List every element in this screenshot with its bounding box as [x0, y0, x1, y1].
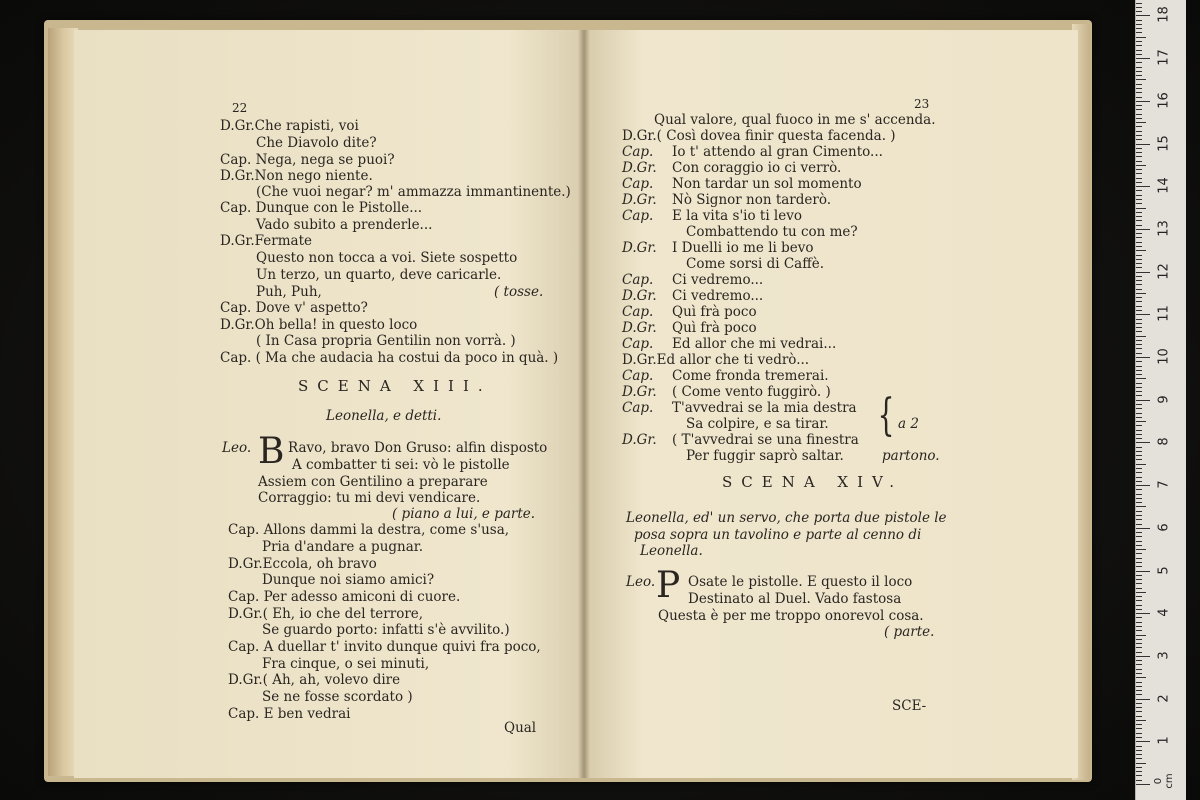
ruler-tick — [1136, 161, 1142, 162]
ruler-tick — [1136, 506, 1146, 507]
ruler-tick — [1136, 237, 1142, 238]
ruler-tick — [1136, 673, 1142, 674]
text-line: D.Gr.Che rapisti, voi — [220, 118, 359, 134]
ruler-tick — [1136, 242, 1142, 243]
text-line: D.Gr.Oh bella! in questo loco — [220, 317, 418, 333]
ruler-tick — [1136, 173, 1142, 174]
brace: { — [877, 390, 895, 441]
ruler-tick — [1136, 348, 1142, 349]
speaker-label: D.Gr. — [622, 384, 657, 400]
ruler-tick — [1136, 84, 1142, 85]
ruler-tick — [1136, 784, 1150, 785]
ruler-tick — [1136, 652, 1142, 653]
ruler-tick — [1136, 203, 1142, 204]
speaker-label: D.Gr. — [622, 432, 657, 448]
ruler-tick — [1136, 489, 1142, 490]
text-line: Cap. Dunque con le Pistolle... — [220, 200, 423, 216]
speaker-label: Cap. — [622, 144, 654, 160]
ruler-tick — [1136, 272, 1150, 273]
ruler-tick — [1136, 758, 1142, 759]
speaker-label: Leo. — [626, 574, 656, 590]
ruler-tick — [1136, 323, 1142, 324]
ruler-tick — [1136, 477, 1142, 478]
scene-heading: SCENA XIV. — [722, 473, 904, 491]
ruler-tick — [1136, 280, 1142, 281]
ruler-tick — [1136, 558, 1142, 559]
ruler-tick — [1136, 754, 1142, 755]
ruler-tick — [1136, 519, 1142, 520]
ruler-tick — [1136, 408, 1142, 409]
ruler-tick — [1136, 340, 1142, 341]
text-line: Ed allor che mi vedrai... — [672, 336, 837, 352]
ruler-tick — [1136, 630, 1142, 631]
ruler-tick — [1136, 353, 1142, 354]
text-line: T'avvedrai se la mia destra — [672, 400, 857, 416]
ruler-tick — [1136, 746, 1142, 747]
ruler-tick — [1136, 152, 1142, 153]
ruler-tick — [1136, 447, 1142, 448]
text-line: (Che vuoi negar? m' ammazza immantinente.) — [256, 184, 571, 200]
ruler-tick — [1136, 737, 1142, 738]
ruler-tick — [1136, 532, 1142, 533]
ruler-number: 4 — [1156, 608, 1172, 617]
text-line: D.Gr.Fermate — [220, 233, 313, 249]
ruler-tick — [1136, 511, 1142, 512]
text-line: Per fuggir saprò saltar. — [686, 448, 844, 464]
speaker-label: Leo. — [222, 440, 252, 456]
ruler-tick — [1136, 622, 1142, 623]
text-line: Ci vedremo... — [672, 272, 764, 288]
ruler-tick — [1136, 92, 1142, 93]
text-line: D.Gr.Non nego niente. — [220, 168, 373, 184]
scene-heading: SCENA XIII. — [298, 377, 492, 395]
ruler-tick — [1136, 336, 1146, 337]
ruler-tick — [1136, 605, 1142, 606]
text-line: Nò Signor non tarderò. — [672, 192, 832, 208]
ruler-tick — [1136, 212, 1142, 213]
ruler-tick — [1136, 118, 1142, 119]
ruler-tick — [1136, 344, 1142, 345]
ruler-tick — [1136, 263, 1142, 264]
ruler-tick — [1136, 664, 1142, 665]
ruler-tick — [1136, 451, 1142, 452]
ruler-tick — [1136, 383, 1142, 384]
ruler-tick — [1136, 182, 1142, 183]
ruler-tick — [1136, 579, 1142, 580]
speaker-label: Cap. — [622, 336, 654, 352]
ruler-tick — [1136, 229, 1150, 230]
ruler-tick — [1136, 459, 1142, 460]
ruler-tick — [1136, 126, 1142, 127]
ruler-number: 2 — [1156, 693, 1172, 703]
ruler-tick — [1136, 515, 1142, 516]
ruler-tick — [1136, 763, 1146, 764]
ruler-tick — [1136, 45, 1142, 46]
ruler-tick — [1136, 536, 1142, 537]
ruler-tick — [1136, 771, 1142, 772]
ruler-number: 15 — [1156, 134, 1172, 152]
ruler-tick — [1136, 79, 1146, 80]
ruler-tick — [1136, 370, 1142, 371]
ruler-tick — [1136, 434, 1142, 435]
text-line: D.Gr.( Eh, io che del terrore, — [228, 606, 424, 622]
speaker-label: D.Gr. — [622, 160, 657, 176]
speaker-label: Cap. — [622, 304, 654, 320]
ruler-tick — [1136, 156, 1142, 157]
ruler-tick — [1136, 524, 1142, 525]
ruler-number: 8 — [1156, 437, 1172, 447]
ruler-tick — [1136, 220, 1142, 221]
text-line: Ci vedremo... — [672, 288, 764, 304]
ruler-tick — [1136, 541, 1142, 542]
ruler-tick — [1136, 208, 1146, 209]
ruler-tick — [1136, 297, 1142, 298]
ruler-tick — [1136, 647, 1142, 648]
ruler-tick — [1136, 498, 1142, 499]
text-line: Cap. E ben vedrai — [228, 706, 351, 722]
ruler-tick — [1136, 374, 1142, 375]
text-line: Come sorsi di Caffè. — [686, 256, 825, 272]
ruler-number: 12 — [1156, 262, 1172, 280]
ruler-tick — [1136, 588, 1142, 589]
ruler-tick — [1136, 301, 1142, 302]
drop-cap: P — [656, 565, 681, 606]
text-line: Quì frà poco — [672, 304, 757, 320]
page-number: 22 — [232, 101, 248, 115]
ruler-tick — [1136, 7, 1142, 8]
ruler-tick — [1136, 62, 1142, 63]
ruler-tick — [1136, 528, 1150, 529]
ruler-tick — [1136, 660, 1142, 661]
ruler-tick — [1136, 259, 1142, 260]
ruler-tick — [1136, 165, 1146, 166]
text-line: Come fronda tremerai. — [672, 368, 829, 384]
ruler-tick — [1136, 438, 1142, 439]
ruler-tick — [1136, 472, 1142, 473]
ruler-tick — [1136, 690, 1142, 691]
speaker-label: Cap. — [622, 208, 654, 224]
ruler-tick — [1136, 694, 1142, 695]
ruler-tick — [1136, 780, 1142, 781]
text-line: Destinato al Duel. Vado fastosa — [688, 591, 902, 607]
ruler-tick — [1136, 571, 1150, 572]
ruler-tick — [1136, 114, 1142, 115]
text-line: Che Diavolo dite? — [256, 135, 377, 151]
ruler-tick — [1136, 553, 1142, 554]
ruler-tick — [1136, 216, 1142, 217]
ruler-tick — [1136, 485, 1150, 486]
scene-description: Leonella, ed' un servo, che porta due pistole le — [626, 510, 947, 526]
text-line: Ravo, bravo Don Gruso: alfin disposto — [288, 440, 548, 456]
ruler-tick — [1136, 430, 1142, 431]
stage-direction: ( piano a lui, e parte. — [392, 506, 536, 522]
ruler-tick — [1136, 741, 1150, 742]
speaker-label: Cap. — [622, 272, 654, 288]
catchword: Qual — [504, 720, 537, 736]
ruler-tick — [1136, 562, 1142, 563]
ruler-tick — [1136, 225, 1142, 226]
ruler-tick — [1136, 468, 1142, 469]
speaker-label: Cap. — [622, 400, 654, 416]
text-line: Corraggio: tu mi devi vendicare. — [258, 490, 481, 506]
catchword: SCE- — [892, 698, 927, 714]
text-line: Cap. A duellar t' invito dunque quivi fra poco, — [228, 639, 541, 655]
ruler-tick — [1136, 255, 1142, 256]
ruler-tick — [1136, 720, 1146, 721]
ruler-number: 5 — [1156, 565, 1172, 575]
text-line: Dunque noi siamo amici? — [262, 572, 435, 588]
text-line: Fra cinque, o sei minuti, — [262, 656, 430, 672]
ruler-unit-label: 0 cm — [1153, 773, 1175, 789]
speaker-label: Cap. — [622, 368, 654, 384]
ruler-tick — [1136, 686, 1142, 687]
ruler-tick — [1136, 71, 1142, 72]
ruler-tick — [1136, 417, 1142, 418]
ruler-tick — [1136, 28, 1142, 29]
ruler-tick — [1136, 395, 1142, 396]
ruler-tick — [1136, 600, 1142, 601]
text-line: ( T'avvedrai se una finestra — [672, 432, 859, 448]
text-line: Cap. Allons dammi la destra, come s'usa, — [228, 522, 510, 538]
text-line: Cap. Nega, nega se puoi? — [220, 152, 395, 168]
ruler-tick — [1136, 246, 1142, 247]
ruler-tick — [1136, 545, 1142, 546]
text-line: Osate le pistolle. E questo il loco — [688, 574, 913, 590]
ruler-tick — [1136, 267, 1142, 268]
ruler-tick — [1136, 617, 1142, 618]
ruler-number: 7 — [1156, 480, 1172, 489]
text-line: D.Gr.Eccola, oh bravo — [228, 556, 377, 572]
ruler-tick — [1136, 32, 1142, 33]
ruler-tick — [1136, 626, 1142, 627]
ruler-tick — [1136, 101, 1150, 102]
ruler-tick — [1136, 404, 1142, 405]
text-line: Qual valore, qual fuoco in me s' accenda. — [654, 112, 936, 128]
ruler-tick — [1136, 54, 1142, 55]
text-line: Quì frà poco — [672, 320, 757, 336]
book-gutter — [578, 30, 590, 778]
scene-description: posa sopra un tavolino e parte al cenno di — [634, 527, 922, 543]
ruler-tick — [1136, 327, 1142, 328]
ruler-tick — [1136, 144, 1150, 145]
stage-direction: partono. — [882, 448, 940, 464]
ruler-tick — [1136, 195, 1142, 196]
ruler-number: 11 — [1156, 305, 1172, 323]
text-line: ( In Casa propria Gentilin non vorrà. ) — [256, 333, 516, 349]
ruler-tick — [1136, 37, 1146, 38]
text-line: Cap. ( Ma che audacia ha costui da poco in quà. ) — [220, 350, 559, 366]
text-line: D.Gr.Ed allor che ti vedrò... — [622, 352, 810, 368]
ruler-tick — [1136, 67, 1142, 68]
ruler-tick — [1136, 549, 1146, 550]
ruler-tick — [1136, 425, 1142, 426]
ruler-tick — [1136, 494, 1142, 495]
ruler-tick — [1136, 596, 1142, 597]
ruler-tick — [1136, 583, 1142, 584]
ruler-tick — [1136, 502, 1142, 503]
text-line: Questa è per me troppo onorevol cosa. — [658, 608, 924, 624]
text-line: Assiem con Gentilino a preparare — [258, 474, 488, 490]
ruler-tick — [1136, 669, 1142, 670]
ruler-tick — [1136, 314, 1150, 315]
ruler-tick — [1136, 75, 1142, 76]
text-line: Pria d'andare a pugnar. — [262, 539, 424, 555]
ruler-tick — [1136, 131, 1142, 132]
ruler-tick — [1136, 592, 1146, 593]
ruler-tick — [1136, 711, 1142, 712]
text-line: Cap. Per adesso amiconi di cuore. — [228, 589, 461, 605]
ruler-tick — [1136, 20, 1142, 21]
stage-direction: ( parte. — [884, 624, 935, 640]
ruler-tick — [1136, 464, 1146, 465]
ruler-tick — [1136, 613, 1150, 614]
drop-cap: B — [258, 431, 285, 472]
text-line: ( Come vento fuggirò. ) — [672, 384, 831, 400]
ruler-tick — [1136, 775, 1142, 776]
ruler-tick — [1136, 169, 1142, 170]
ruler-tick — [1136, 186, 1150, 187]
scene-description: Leonella. — [640, 543, 703, 559]
ruler-tick — [1136, 357, 1150, 358]
scene-characters: Leonella, e detti. — [326, 408, 442, 424]
ruler-tick — [1136, 306, 1142, 307]
ruler-tick — [1136, 421, 1146, 422]
text-line: Cap. Dove v' aspetto? — [220, 300, 368, 316]
ruler-tick — [1136, 733, 1142, 734]
ruler-tick — [1136, 699, 1150, 700]
text-line: D.Gr.( Ah, ah, volevo dire — [228, 672, 401, 688]
ruler-tick — [1136, 707, 1142, 708]
ruler-tick — [1136, 148, 1142, 149]
ruler-tick — [1136, 199, 1142, 200]
speaker-label: D.Gr. — [622, 320, 657, 336]
ruler-tick — [1136, 716, 1142, 717]
ruler-tick — [1136, 750, 1142, 751]
ruler-tick — [1136, 656, 1150, 657]
text-line: A combatter ti sei: vò le pistolle — [292, 457, 510, 473]
text-line: Combattendo tu con me? — [686, 224, 858, 240]
ruler-number: 3 — [1156, 651, 1172, 660]
text-line: Se ne fosse scordato ) — [262, 689, 413, 705]
ruler-tick — [1136, 319, 1142, 320]
text-line: Io t' attendo al gran Cimento... — [672, 144, 883, 160]
ruler-tick — [1136, 88, 1142, 89]
ruler-tick — [1136, 58, 1150, 59]
ruler-tick — [1136, 481, 1142, 482]
text-line: D.Gr.( Così dovea finir questa facenda. ) — [622, 128, 896, 144]
ruler-tick — [1136, 233, 1142, 234]
ruler-number: 14 — [1156, 177, 1172, 194]
text-line: Sa colpire, e sa tirar. — [686, 416, 829, 432]
ruler-tick — [1136, 391, 1142, 392]
ruler-number: 16 — [1156, 92, 1172, 109]
ruler-tick — [1136, 24, 1142, 25]
ruler-tick — [1136, 250, 1146, 251]
ruler-tick — [1136, 109, 1142, 110]
ruler-tick — [1136, 284, 1142, 285]
ruler-number: 13 — [1156, 220, 1172, 237]
speaker-label: Cap. — [622, 176, 654, 192]
ruler-tick — [1136, 378, 1146, 379]
speaker-label: D.Gr. — [622, 288, 657, 304]
text-line: Questo non tocca a voi. Siete sospetto — [256, 250, 518, 266]
ruler-number: 10 — [1156, 348, 1172, 365]
measuring-ruler — [1135, 0, 1186, 800]
ruler-tick — [1136, 331, 1142, 332]
ruler-tick — [1136, 609, 1142, 610]
ruler-tick — [1136, 50, 1142, 51]
ruler-number: 18 — [1156, 6, 1172, 24]
ruler-tick — [1136, 310, 1142, 311]
text-line: Se guardo porto: infatti s'è avvilito.) — [262, 622, 510, 638]
ruler-tick — [1136, 293, 1146, 294]
speaker-label: D.Gr. — [622, 240, 657, 256]
ruler-number: 6 — [1156, 523, 1172, 532]
ruler-tick — [1136, 289, 1142, 290]
ruler-tick — [1136, 387, 1142, 388]
ruler-tick — [1136, 643, 1142, 644]
ruler-tick — [1136, 635, 1146, 636]
ruler-number: 9 — [1156, 395, 1172, 404]
ruler-tick — [1136, 15, 1150, 16]
ruler-number: 17 — [1156, 49, 1172, 66]
ruler-tick — [1136, 566, 1142, 567]
ruler-tick — [1136, 728, 1142, 729]
stage-direction: ( tosse. — [494, 284, 544, 300]
ruler-tick — [1136, 276, 1142, 277]
ruler-tick — [1136, 455, 1142, 456]
ruler-tick — [1136, 724, 1142, 725]
ruler-tick — [1136, 11, 1142, 12]
ruler-tick — [1136, 677, 1146, 678]
text-line: Vado subito a prenderle... — [256, 217, 433, 233]
ruler-tick — [1136, 682, 1142, 683]
ruler-tick — [1136, 575, 1142, 576]
ruler-tick — [1136, 400, 1150, 401]
ruler-tick — [1136, 3, 1142, 4]
ruler-tick — [1136, 413, 1142, 414]
ruler-tick — [1136, 442, 1150, 443]
ruler-number: 1 — [1156, 736, 1172, 745]
ruler-tick — [1136, 703, 1142, 704]
text-line: Puh, Puh, — [256, 284, 322, 300]
text-line: Un terzo, un quarto, deve caricarle. — [256, 267, 502, 283]
ruler-tick — [1136, 361, 1142, 362]
ruler-tick — [1136, 97, 1142, 98]
ruler-tick — [1136, 139, 1142, 140]
stage-direction: a 2 — [898, 416, 919, 432]
ruler-tick — [1136, 122, 1146, 123]
ruler-tick — [1136, 639, 1142, 640]
ruler-tick — [1136, 178, 1142, 179]
text-line: I Duelli io me li bevo — [672, 240, 814, 256]
ruler-tick — [1136, 105, 1142, 106]
text-line: Con coraggio io ci verrò. — [672, 160, 842, 176]
ruler-tick — [1136, 366, 1142, 367]
text-line: Non tardar un sol momento — [672, 176, 862, 192]
speaker-label: D.Gr. — [622, 192, 657, 208]
ruler-tick — [1136, 135, 1142, 136]
ruler-tick — [1136, 41, 1142, 42]
text-line: E la vita s'io ti levo — [672, 208, 802, 224]
page-number: 23 — [914, 97, 930, 111]
ruler-tick — [1136, 190, 1142, 191]
ruler-tick — [1136, 767, 1142, 768]
